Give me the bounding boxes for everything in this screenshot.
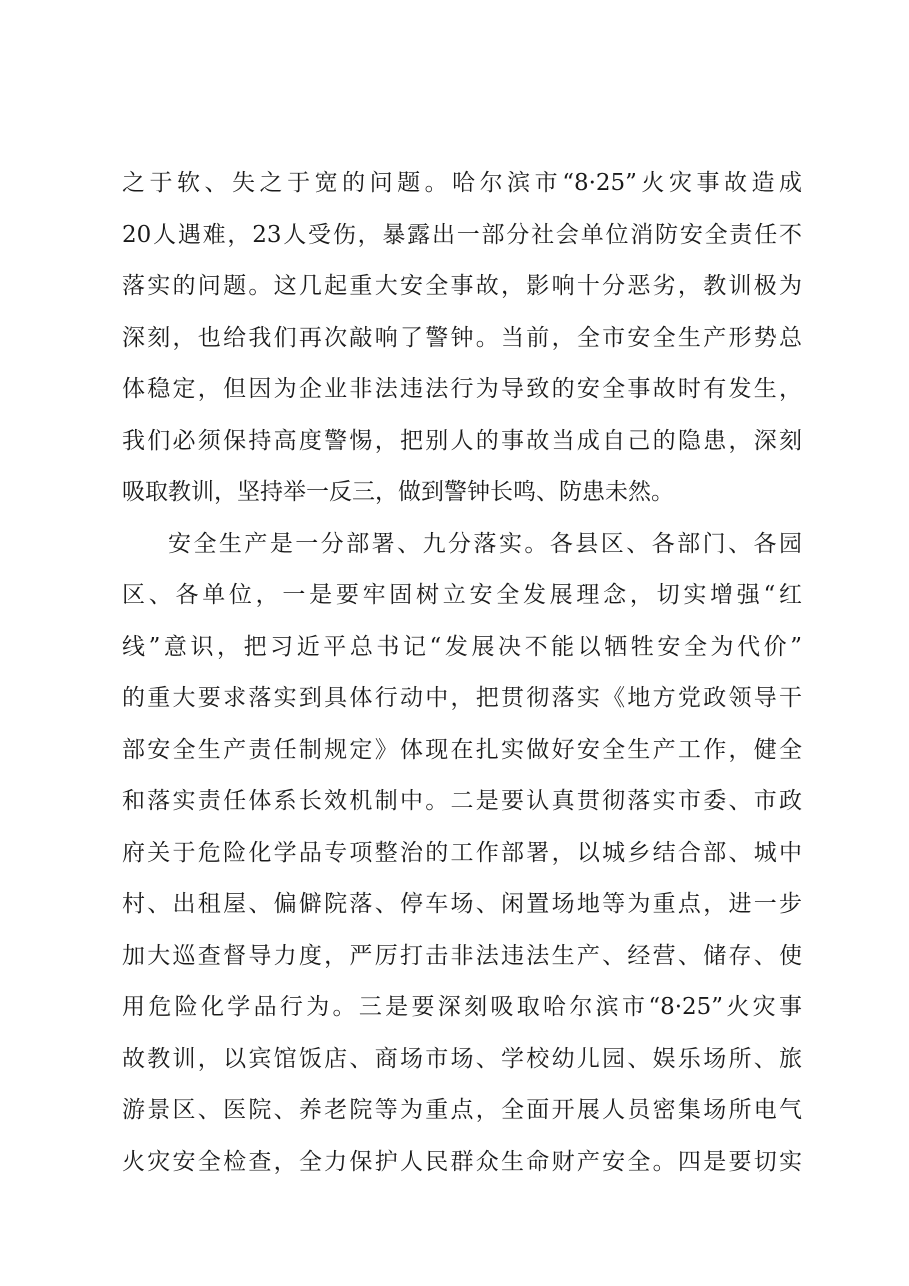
text-line: 府关于危险化学品专项整治的工作部署，以城乡结合部、城中 xyxy=(122,839,802,866)
document-body xyxy=(122,158,802,1188)
text-line: 用危险化学品行为。三是要深刻吸取哈尔滨市“8·25”火灾事 xyxy=(122,994,802,1020)
text-line: 火灾安全检查，全力保护人民群众生命财产安全。四是要切实 xyxy=(122,1148,802,1175)
text-line: 我们必须保持高度警惕，把别人的事故当成自己的隐患，深刻 xyxy=(122,427,802,454)
text-line: 的重大要求落实到具体行动中，把贯彻落实《地方党政领导干 xyxy=(122,685,802,711)
text-line: 村、出租屋、偏僻院落、停车场、闲置场地等为重点，进一步 xyxy=(122,891,802,917)
text-line: 体稳定，但因为企业非法违法行为导致的安全事故时有发生， xyxy=(122,376,802,402)
text-line: 故教训，以宾馆饭店、商场市场、学校幼儿园、娱乐场所、旅 xyxy=(122,1045,802,1072)
text-line: 区、各单位，一是要牢固树立安全发展理念，切实增强“红 xyxy=(122,582,802,608)
text-line: 吸取教训，坚持举一反三，做到警钟长鸣、防患未然。 xyxy=(122,479,674,505)
text-line: 深刻，也给我们再次敲响了警钟。当前，全市安全生产形势总 xyxy=(122,324,802,351)
paragraph-2 xyxy=(122,519,802,1189)
text-line: 安全生产是一分部署、九分落实。各县区、各部门、各园 xyxy=(168,530,802,557)
text-line: 线”意识，把习近平总书记“发展决不能以牺牲安全为代价” xyxy=(122,633,802,660)
text-line: 加大巡查督导力度，严厉打击非法违法生产、经营、储存、使 xyxy=(122,942,802,969)
text-line: 和落实责任体系长效机制中。二是要认真贯彻落实市委、市政 xyxy=(122,788,802,814)
text-line: 之于软、失之于宽的问题。哈尔滨市“8·25”火灾事故造成 xyxy=(122,170,802,196)
paragraph-1 xyxy=(122,158,802,519)
text-line: 部安全生产责任制规定》体现在扎实做好安全生产工作，健全 xyxy=(122,736,802,763)
text-line: 20人遇难，23人受伤，暴露出一部分社会单位消防安全责任不 xyxy=(122,221,802,248)
text-line: 落实的问题。这几起重大安全事故，影响十分恶劣，教训极为 xyxy=(122,273,802,299)
text-line: 游景区、医院、养老院等为重点，全面开展人员密集场所电气 xyxy=(122,1097,802,1123)
